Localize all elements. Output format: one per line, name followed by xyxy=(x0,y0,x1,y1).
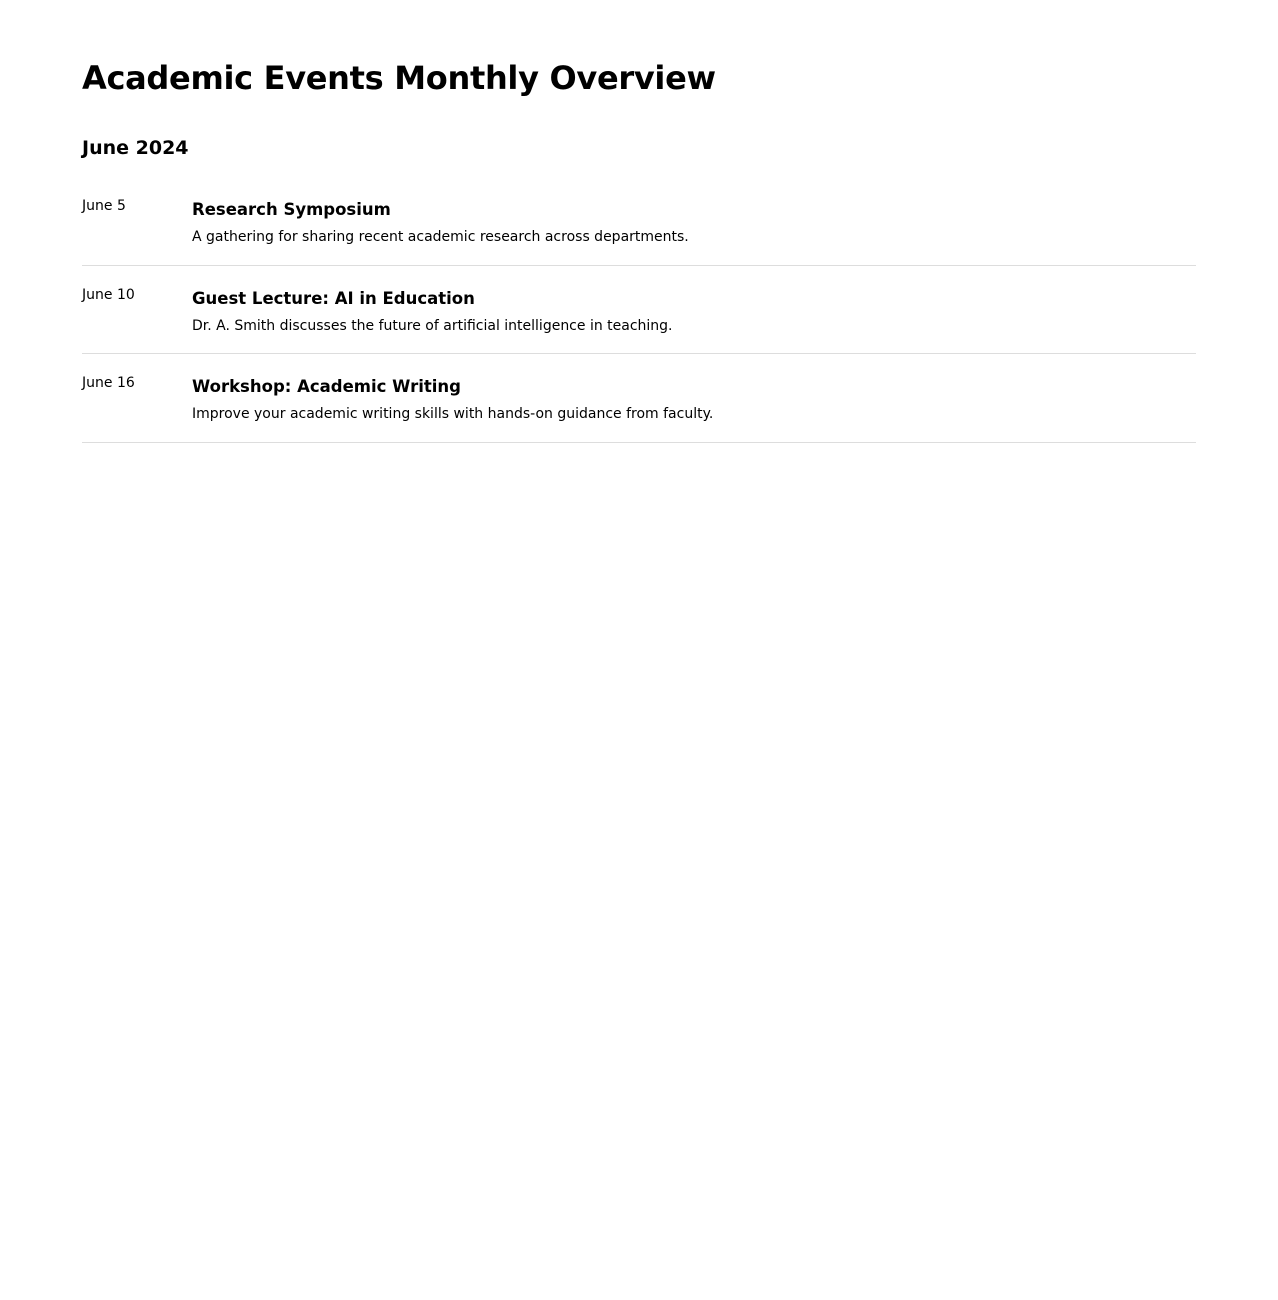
event-date: June 16 xyxy=(82,375,135,391)
event-title: Guest Lecture: AI in Education xyxy=(192,288,475,308)
event-body xyxy=(192,376,713,423)
event-title: Workshop: Academic Writing xyxy=(192,377,461,396)
event-item xyxy=(82,354,1196,443)
event-item xyxy=(82,266,1196,355)
event-description: Dr. A. Smith discusses the future of artificial intelligence in teaching. xyxy=(192,317,673,334)
event-title: Research Symposium xyxy=(192,200,391,219)
page-title: Academic Events Monthly Overview xyxy=(82,59,716,97)
event-body xyxy=(192,288,673,335)
event-date: June 10 xyxy=(82,286,135,303)
event-body xyxy=(192,199,689,246)
event-date: June 5 xyxy=(82,198,126,214)
month-heading: June 2024 xyxy=(82,137,189,159)
event-description: Improve your academic writing skills with hands-on guidance from faculty. xyxy=(192,406,714,422)
event-list xyxy=(82,177,1196,443)
event-item xyxy=(82,177,1196,266)
event-description: A gathering for sharing recent academic research across departments. xyxy=(192,229,689,245)
